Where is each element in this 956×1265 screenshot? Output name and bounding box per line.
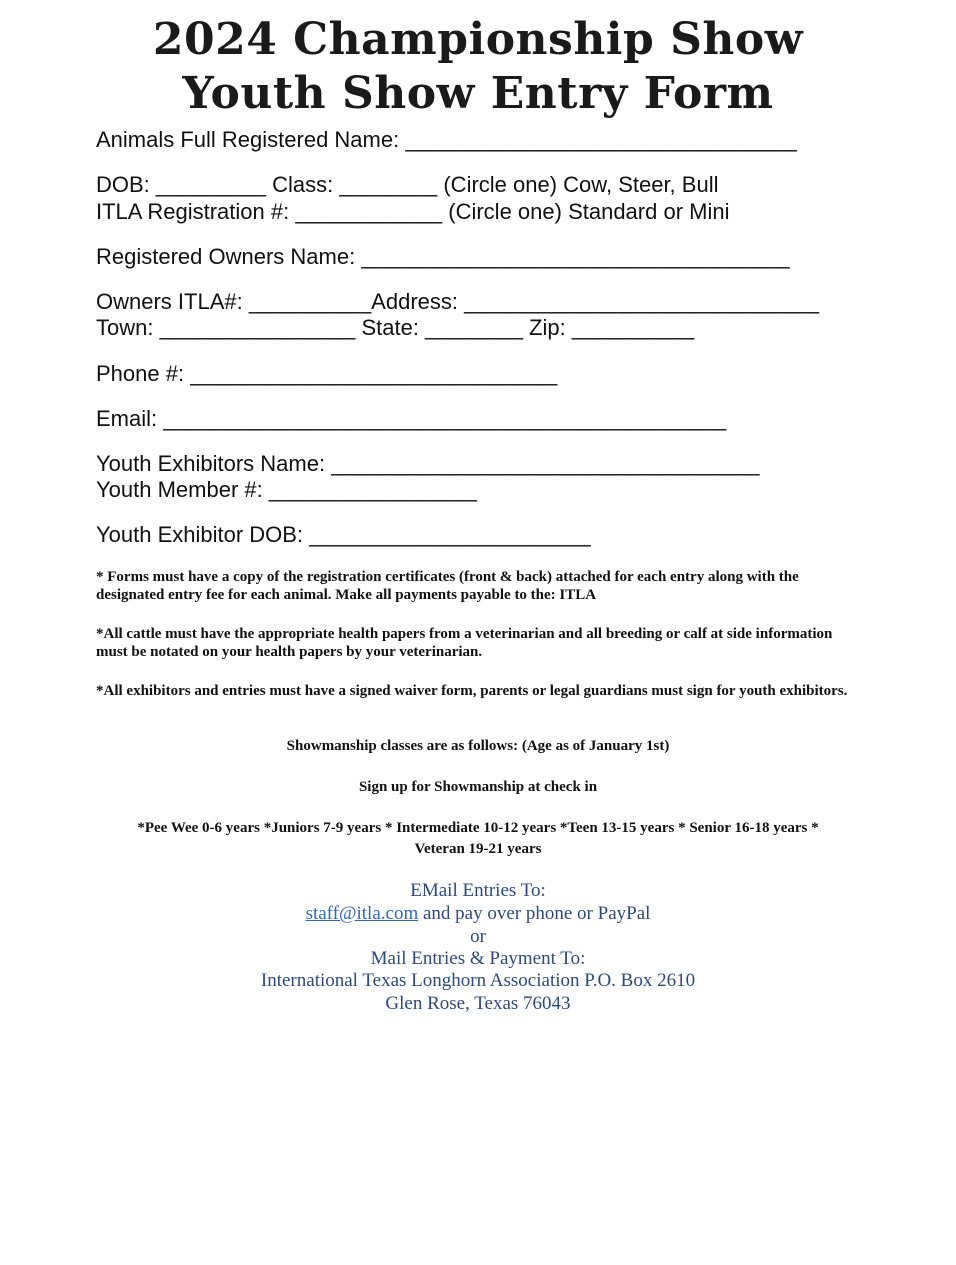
- showmanship-classes-2: Veteran 19-21 years: [414, 841, 542, 857]
- itla-registration-field[interactable]: ITLA Registration #: ____________ (Circle one) Standard or Mini: [96, 199, 730, 224]
- youth-name-field[interactable]: Youth Exhibitors Name: ___________________________________: [96, 451, 760, 476]
- email-line: [0, 903, 956, 925]
- owner-itla-address-field[interactable]: Owners ITLA#: __________Address: _____________________________: [96, 289, 819, 314]
- or-text: or: [470, 926, 486, 947]
- showmanship-classes-1: *Pee Wee 0-6 years *Juniors 7-9 years * Intermediate 10-12 years *Teen 13-15 years * Senior 16-18 years *: [137, 820, 819, 836]
- email-entries-heading: EMail Entries To:: [410, 880, 546, 901]
- mail-entries-heading: Mail Entries & Payment To:: [370, 948, 586, 969]
- email-link[interactable]: staff@itla.com: [305, 903, 419, 924]
- note-health-papers: *All cattle must have the appropriate health papers from a veterinarian and all breeding or calf at side information must be notated on your health papers by your veterinarian.: [96, 626, 833, 660]
- org-address: International Texas Longhorn Association P.O. Box 2610: [260, 970, 696, 991]
- animal-name-field[interactable]: Animals Full Registered Name: ________________________________: [96, 127, 797, 152]
- youth-dob-field[interactable]: Youth Exhibitor DOB: _______________________: [96, 522, 591, 547]
- note-registration: * Forms must have a copy of the registration certificates (front & back) attached for each entry along with the designated entry fee for each animal. Make all payments payable to the: ITLA: [96, 569, 799, 603]
- youth-member-field[interactable]: Youth Member #: _________________: [96, 477, 477, 502]
- email-line-suffix: and pay over phone or PayPal: [418, 903, 651, 924]
- town-state-zip-field[interactable]: Town: ________________ State: ________ Zip: __________: [96, 315, 695, 340]
- title-line-1: 2024 Championship Show: [152, 14, 804, 65]
- dob-class-field[interactable]: DOB: _________ Class: ________ (Circle one) Cow, Steer, Bull: [96, 172, 719, 197]
- title-line-2: Youth Show Entry Form: [182, 68, 774, 119]
- email-field[interactable]: Email: ______________________________________________: [96, 406, 727, 431]
- showmanship-signup: Sign up for Showmanship at check in: [358, 779, 598, 795]
- note-waiver: *All exhibitors and entries must have a signed waiver form, parents or legal guardians must sign for youth exhibitors.: [96, 683, 848, 699]
- owner-name-field[interactable]: Registered Owners Name: ___________________________________: [96, 244, 790, 269]
- city-address: Glen Rose, Texas 76043: [385, 993, 571, 1014]
- phone-field[interactable]: Phone #: ______________________________: [96, 361, 558, 386]
- showmanship-heading: Showmanship classes are as follows: (Age as of January 1st): [286, 738, 670, 754]
